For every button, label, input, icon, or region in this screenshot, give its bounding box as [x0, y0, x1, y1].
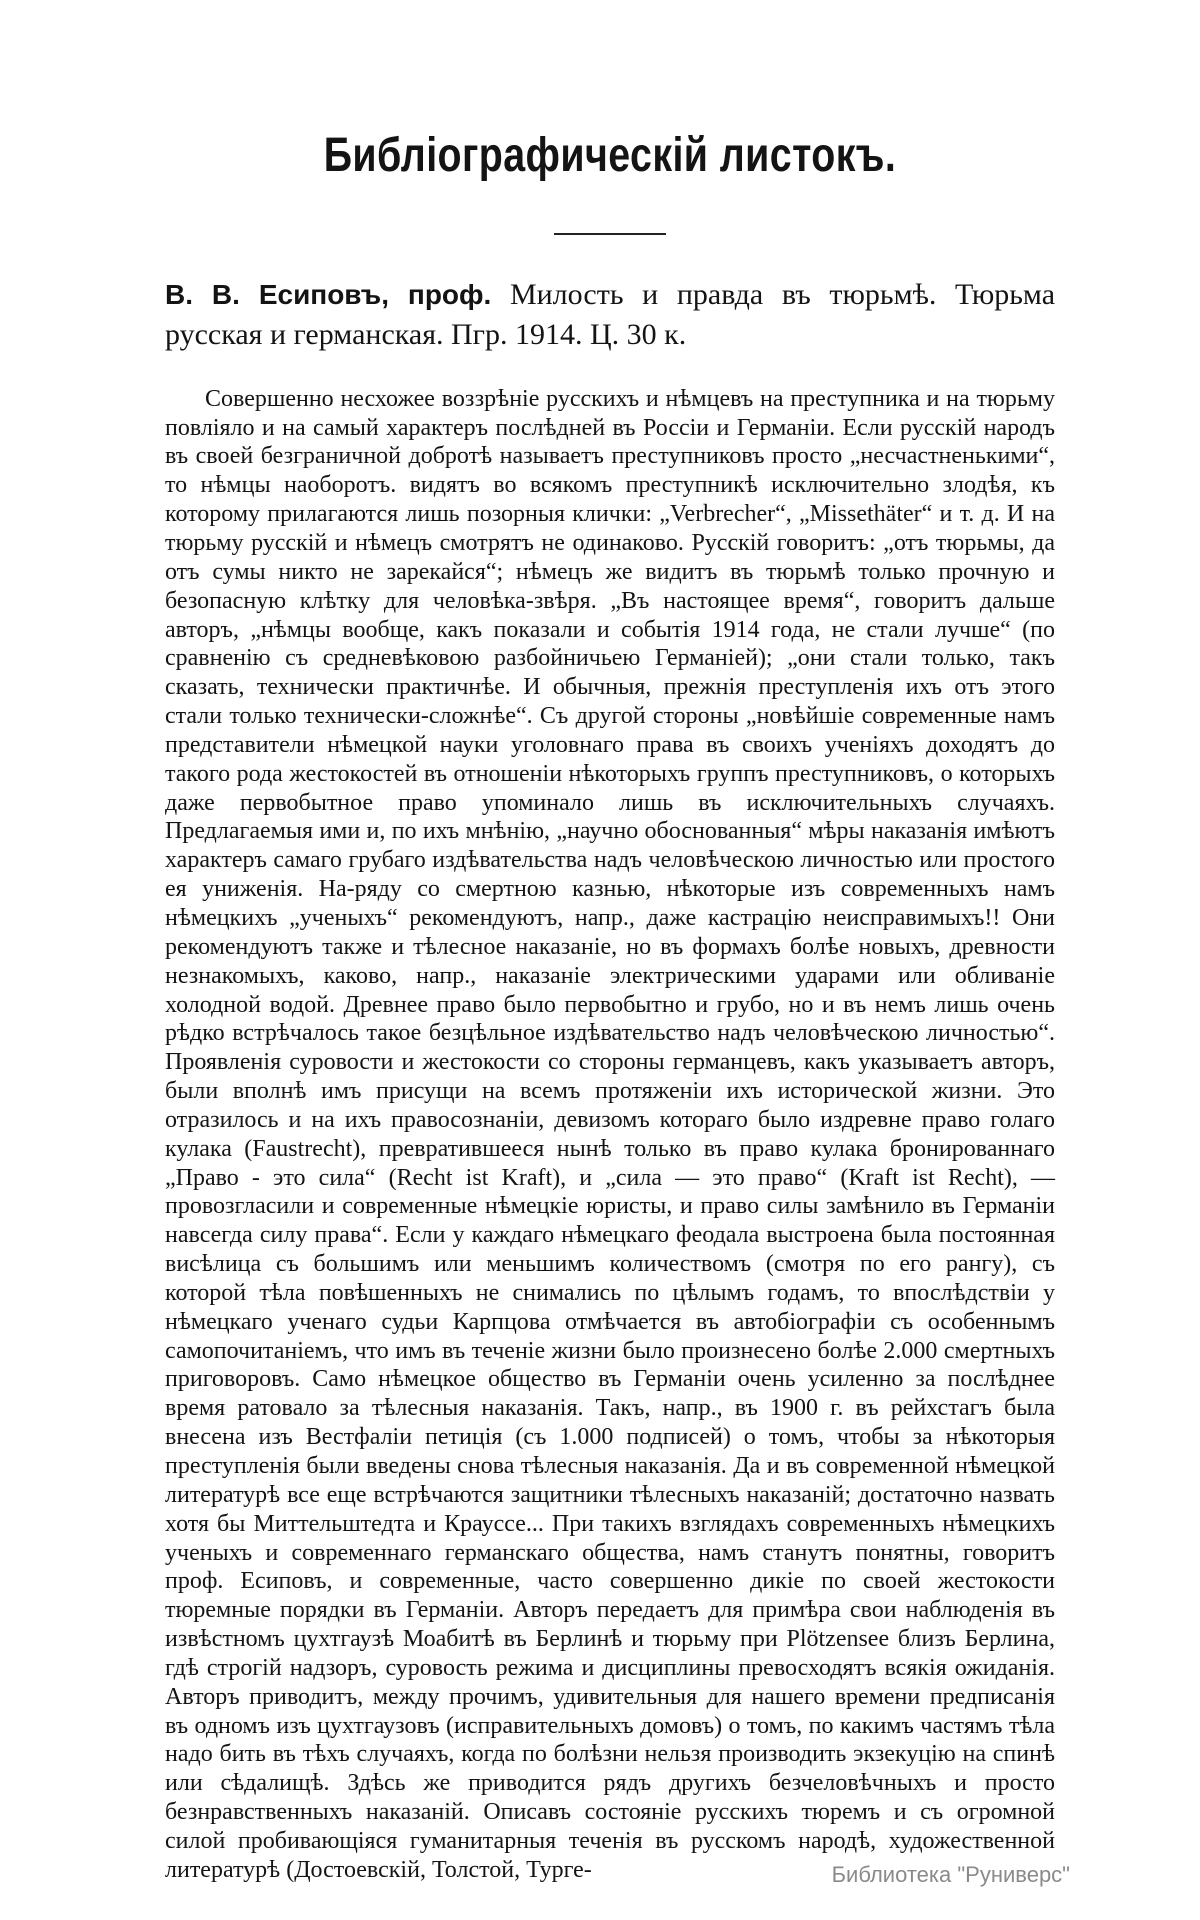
library-watermark: Библиотека "Руниверс" — [831, 1862, 1070, 1887]
document-page — [165, 130, 1055, 1909]
title-divider — [554, 233, 666, 235]
review-body: Совершенно несхожее воззрѣніе русскихъ и нѣмцевъ на преступника и на тюрьму повліяло и на самый характеръ послѣдней въ Россіи и Германіи. Если русскій народъ въ своей безграничной добротѣ называетъ преступниковъ просто „несчастненькими“, то нѣмцы наоборотъ. видятъ во всякомъ преступникѣ исключительно злодѣя, къ которому прилагаются лишь позорныя клички: „Verbrecher“, „Missethäter“ и т. д. И на тюрьму русскій и нѣмецъ смотрятъ не одинаково. Русскій говоритъ: „отъ тюрьмы, да отъ сумы никто не зарекайся“; нѣмецъ же видитъ въ тюрьмѣ только прочную и безопасную клѣтку для человѣка-звѣря. „Въ настоящее время“, говоритъ дальше авторъ, „нѣмцы вообще, какъ показали и событія 1914 года, не стали лучше“ (по сравненію съ средневѣковою разбойничьею Германіей); „они стали только, такъ сказать, технически практичнѣе. И обычныя, прежнія преступленія ихъ отъ этого стали только технически-сложнѣе“. Съ другой стороны „новѣйшіе современные намъ представители нѣмецкой науки уголовнаго права въ своихъ ученіяхъ доходятъ до такого рода жестокостей въ отношеніи нѣкоторыхъ группъ преступниковъ, о которыхъ даже первобытное право упоминало лишь въ исключительныхъ случаяхъ. Предлагаемыя ими и, по ихъ мнѣнію, „научно обоснованныя“ мѣры наказанія имѣютъ характеръ самаго грубаго издѣвательства надъ человѣческою личностью или простого ея униженія. На-ряду со смертною казнью, нѣкоторые изъ современныхъ намъ нѣмецкихъ „ученыхъ“ рекомендуютъ, напр., даже кастрацію неисправимыхъ!! Они рекомендуютъ также и тѣлесное наказаніе, но въ формахъ болѣе новыхъ, древности незнакомыхъ, каково, напр., наказаніе электрическими ударами или обливаніе холодной водой. Древнее право было первобытно и грубо, но и въ немъ лишь очень рѣдко встрѣчалось такое безцѣльное издѣвательство надъ человѣческою личностью“. Проявленія суровости и жестокости со стороны германцевъ, какъ указываетъ авторъ, были вполнѣ имъ присущи на всемъ протяженіи ихъ исторической жизни. Это отразилось и на ихъ правосознаніи, девизомъ котораго было издревне право голаго кулака (Faustrecht), превратившееся нынѣ только въ право кулака бронированнаго „Право - это сила“ (Recht ist Kraft), и „сила — это право“ (Kraft ist Recht), — провозгласили и современные нѣмецкіе юристы, и право силы замѣнило въ Германіи навсегда силу права“. Если у каждаго нѣмецкаго феодала выстроена была постоянная висѣлица съ большимъ или меньшимъ количествомъ (смотря по его рангу), съ которой тѣла повѣшенныхъ не снимались по цѣлымъ годамъ, то впослѣдствіи у нѣмецкаго ученаго судьи Карпцова отмѣчается въ автобіографіи съ особеннымъ самопочитаніемъ, что имъ въ теченіе жизни было произнесено болѣе 2.000 смертныхъ приговоровъ. Само нѣмецкое общество въ Германіи очень усиленно за послѣднее время ратовало за тѣлесныя наказанія. Такъ, напр., въ 1900 г. въ рейхстагъ была внесена изъ Вестфаліи петиція (съ 1.000 подписей) о томъ, чтобы за нѣкоторыя преступленія были введены снова тѣлесныя наказанія. Да и въ современной нѣмецкой литературѣ все еще встрѣчаются защитники тѣлесныхъ наказаній; достаточно назвать хотя бы Миттельштедта и Крауссе... При такихъ взглядахъ современныхъ нѣмецкихъ ученыхъ и современнаго германскаго общества, намъ станутъ понятны, говоритъ проф. Есиповъ, и современные, часто совершенно дикіе по своей жестокости тюремные порядки въ Германіи. Авторъ передаетъ для примѣра свои наблюденія въ извѣстномъ цухтгаузѣ Моабитѣ въ Берлинѣ и тюрьму при Plötzensee близъ Берлина, гдѣ строгій надзоръ, суровость режима и дисциплины превосходятъ всякія ожиданія. Авторъ приводитъ, между прочимъ, удивительныя для нашего времени предписанія въ одномъ изъ цухтгаузовъ (исправительныхъ домовъ) о томъ, по какимъ частямъ тѣла надо бить въ тѣхъ случаяхъ, когда по болѣзни нельзя производить экзекуцію на спинѣ или сѣдалищѣ. Здѣсь же приводится рядъ другихъ безчеловѣчныхъ и просто безнравственныхъ наказаній. Описавъ состояніе русскихъ тюремъ и съ огромной силой пробивающіяся гуманитарныя теченія въ русскомъ народѣ, художественной литературѣ (Достоевскій, Толстой, Турге- — [165, 385, 1055, 1883]
book-author: В. В. Есиповъ, проф. — [165, 278, 492, 310]
page-title: Библіографическій листокъ. — [323, 129, 897, 182]
book-reference: Милость и правда въ тюрьмѣ. Тюрьма русская и германская. Пгр. 1914. Ц. 30 к. — [165, 277, 1056, 351]
book-citation — [165, 275, 1055, 355]
